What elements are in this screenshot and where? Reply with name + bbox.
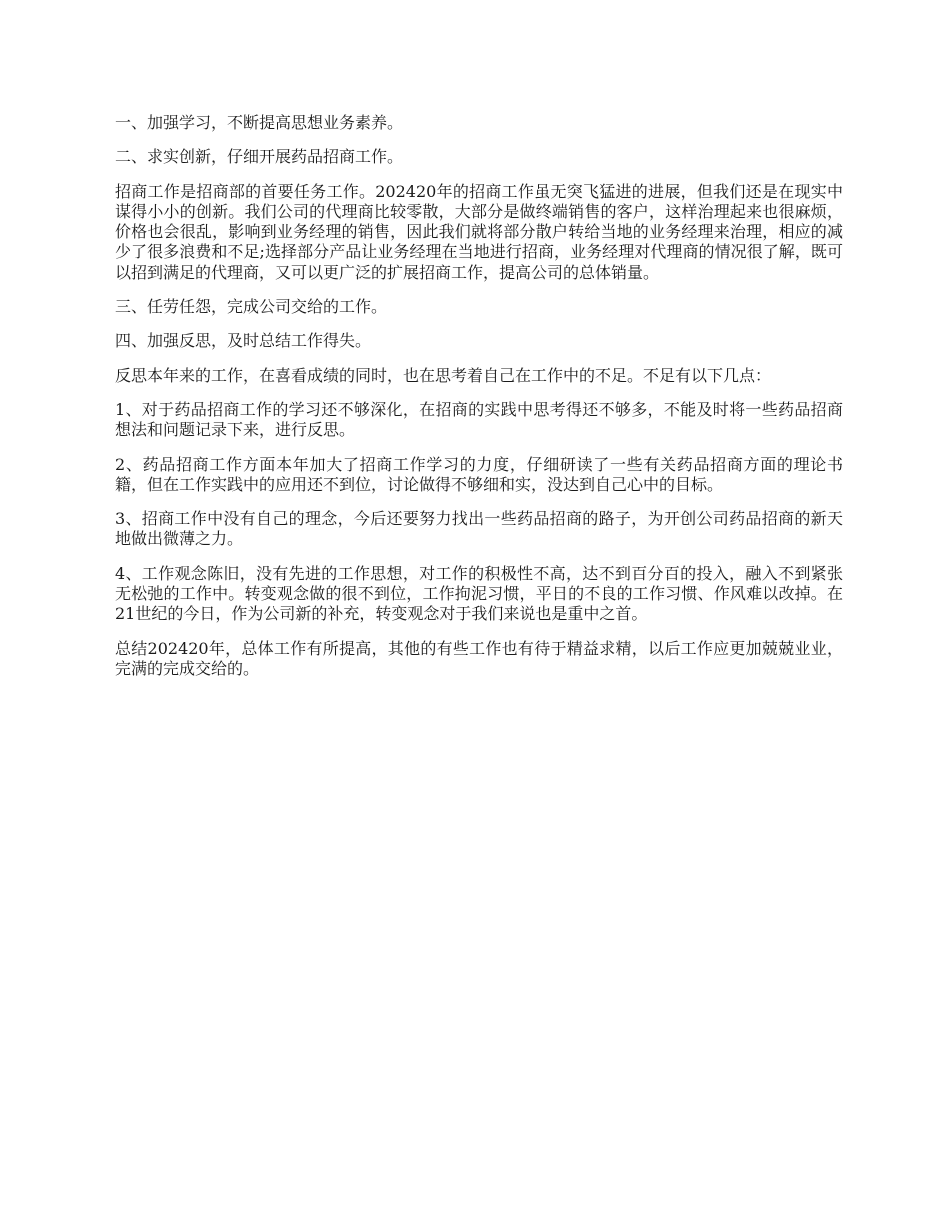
- document-body: [115, 113, 843, 693]
- paragraph-heading-4: 四、加强反思，及时总结工作得失。: [115, 331, 372, 351]
- paragraph-heading-3: 三、任劳任怨，完成公司交给的工作。: [115, 297, 388, 317]
- paragraph-shortcoming-4: 4、工作观念陈旧，没有先进的工作思想，对工作的积极性不高，达不到百分百的投入，融入不到紧张无松弛的工作中。转变观念做的很不到位，工作拘泥习惯，平日的不良的工作习惯、作风难以改掉。在21世纪的今日，作为公司新的补充，转变观念对于我们来说也是重中之首。: [115, 563, 843, 624]
- paragraph-heading-1: 一、加强学习，不断提高思想业务素养。: [115, 113, 404, 132]
- paragraph-heading-2: 二、求实创新，仔细开展药品招商工作。: [115, 147, 404, 167]
- paragraph-shortcoming-3: 3、招商工作中没有自己的理念，今后还要努力找出一些药品招商的路子，为开创公司药品招商的新天地做出微薄之力。: [115, 509, 843, 549]
- paragraph-body-recruitment: 招商工作是招商部的首要任务工作。202420年的招商工作虽无突飞猛进的进展，但我们还是在现实中谋得小小的创新。我们公司的代理商比较零散，大部分是做终端销售的客户，这样治理起来也很麻烦，价格也会很乱，影响到业务经理的销售，因此我们就将部分散户转给当地的业务经理来治理，相应的减少了很多浪费和不足;选择部分产品让业务经理在当地进行招商，业务经理对代理商的情况很了解，既可以招到满足的代理商，又可以更广泛的扩展招商工作，提高公司的总体销量。: [115, 181, 843, 282]
- paragraph-shortcoming-1: 1、对于药品招商工作的学习还不够深化，在招商的实践中思考得还不够多，不能及时将一些药品招商想法和问题记录下来，进行反思。: [115, 399, 843, 440]
- paragraph-summary: 总结202420年，总体工作有所提高，其他的有些工作也有待于精益求精，以后工作应更加兢兢业业，完满的完成交给的。: [115, 638, 843, 678]
- paragraph-shortcoming-2: 2、药品招商工作方面本年加大了招商工作学习的力度，仔细研读了一些有关药品招商方面的理论书籍，但在工作实践中的应用还不到位，讨论做得不够细和实，没达到自己心中的目标。: [115, 454, 843, 494]
- paragraph-reflection-intro: 反思本年来的工作，在喜看成绩的同时，也在思考着自己在工作中的不足。不足有以下几点：: [115, 365, 772, 385]
